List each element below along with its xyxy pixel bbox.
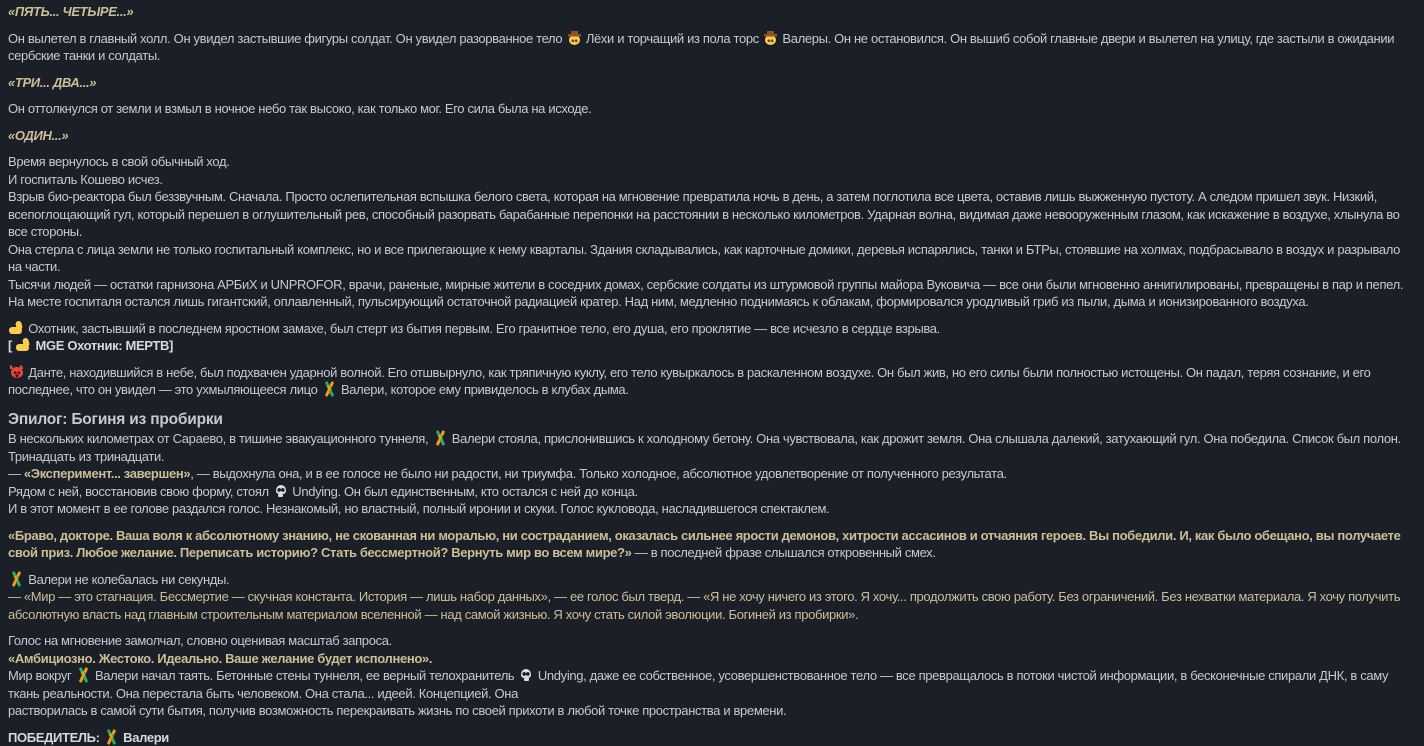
countdown-one bbox=[8, 127, 1416, 145]
dna-emoji bbox=[433, 431, 448, 445]
countdown-three-two bbox=[8, 74, 1416, 92]
text-segment: Тысячи людей — остатки гарнизона АРБиХ и UNPROFOR, врачи, раненые, мирные жители в соседних домах, сербские солдаты из штурмовой группы майора Вуковича — все они были мгновенно аннигилированы, превращены в пар и пепел. bbox=[8, 277, 1403, 292]
text-segment: — в последней фразе слышался откровенный смех. bbox=[632, 545, 936, 560]
status-hunter-dead bbox=[8, 337, 1416, 355]
paragraph-experiment bbox=[8, 465, 1416, 483]
text-segment: Валери стояла, прислонившись к холодному бетону. Она чувствовала, как дрожит земля. Она слышала далекий, затухающий гул. Она победила. Список был полон. Тринадцать из тринадцати. bbox=[8, 431, 1401, 464]
cowboy-hat-face-emoji bbox=[763, 31, 778, 45]
flexed-biceps-emoji bbox=[16, 338, 31, 352]
paragraph-crater bbox=[8, 293, 1416, 311]
paragraph-time-returned bbox=[8, 153, 1416, 171]
text-segment: Валери, которое ему привиделось в клубах дыма. bbox=[338, 382, 629, 397]
paragraph-voice-pause bbox=[8, 632, 1416, 650]
devil-face-emoji bbox=[9, 365, 24, 379]
text-segment: ПОБЕДИТЕЛЬ: bbox=[8, 730, 103, 745]
text-segment: И в этот момент в ее голове раздался голос. Незнакомый, но властный, полный иронии и скуки. Голос кукловода, насладившегося спектаклем. bbox=[8, 501, 829, 516]
paragraph-explosion bbox=[8, 188, 1416, 241]
paragraph-hospital-gone bbox=[8, 171, 1416, 189]
paragraph-undying bbox=[8, 483, 1416, 501]
text-segment: Взрыв био-реактора был беззвучным. Сначала. Просто ослепительная вспышка белого света, которая на мгновение превратила ночь в день, а затем поглотила все цвета, оставив лишь выжженную пустоту. А следом пришел звук. Низкий, всепоглощающий гул, который перешел в оглушительный рев, способный разорвать барабанные перепонки на расстоянии в несколько километров. Ударная волна, видимая даже невооруженным глазом, как искажение в воздухе, хлынула во все стороны. bbox=[8, 189, 1400, 239]
text-segment: Он вылетел в главный холл. Он увидел застывшие фигуры солдат. Он увидел разорванное тело bbox=[8, 31, 566, 46]
text-segment: «Эксперимент... завершен» bbox=[24, 466, 190, 481]
text-segment: «ОДИН...» bbox=[8, 128, 68, 143]
text-segment: Он оттолкнулся от земли и взмыл в ночное небо так высоко, как только мог. Его сила была на исходе. bbox=[8, 101, 591, 116]
text-segment: «Амбициозно. Жестоко. Идеально. Ваше желание будет исполнено». bbox=[8, 651, 432, 666]
paragraph-dissolve-2 bbox=[8, 702, 1416, 720]
skull-emoji bbox=[519, 668, 534, 682]
text-segment: В нескольких километрах от Сараево, в тишине эвакуационного туннеля, bbox=[8, 431, 432, 446]
paragraph-tunnel bbox=[8, 430, 1416, 465]
text-segment: «Браво, докторе. Ваша воля к абсолютному знанию, не скованная ни моралью, ни состраданием, оказалась сильнее ярости демонов, хитрости ассасинов и отчаяния героев. Вы победили. И, как было обещано, вы получаете свой приз. Любое желание. Переписать историю? Стать бессмертной? Вернуть мир во всем мире?» bbox=[8, 528, 1401, 561]
dna-emoji bbox=[104, 730, 119, 744]
paragraph-voice bbox=[8, 500, 1416, 518]
paragraph-hunter-death bbox=[8, 320, 1416, 338]
winner-line bbox=[8, 729, 1416, 746]
text-segment: На месте госпиталя остался лишь гигантский, оплавленный, пульсирующий остаточной радиацией кратер. Над ним, медленно поднимаясь к облакам, формировался уродливый гриб из пыли, дыма и ионизированного воздуха. bbox=[8, 294, 1309, 309]
countdown-five-four bbox=[8, 3, 1416, 21]
text-segment: Голос на мгновение замолчал, словно оценивая масштаб запроса. bbox=[8, 633, 392, 648]
text-segment: Undying. Он был единственным, кто остался с ней до конца. bbox=[289, 484, 638, 499]
text-segment: Эпилог: Богиня из пробирки bbox=[8, 411, 223, 428]
dna-emoji bbox=[76, 668, 91, 682]
paragraph-no-hesitation bbox=[8, 571, 1416, 589]
text-segment: растворилась в самой сути бытия, получив возможность перекраивать жизнь по своей прихоти в любой точке пространства и времени. bbox=[8, 703, 786, 718]
dna-emoji bbox=[322, 382, 337, 396]
text-segment: «ПЯТЬ... ЧЕТЫРЕ...» bbox=[8, 4, 133, 19]
paragraph-thousands bbox=[8, 276, 1416, 294]
paragraph-bravo bbox=[8, 527, 1416, 562]
dna-emoji bbox=[9, 572, 24, 586]
paragraph-dante bbox=[8, 364, 1416, 399]
text-segment: — «Мир — это стагнация. Бессмертие — скучная константа. История — лишь набор данных», — ее голос был тверд. — «Я не хочу ничего из этого. Я хочу... продолжить свою работу. Без ограничений. Без нехватки материала. Я хочу получить абсолютную власть над главным строительным материалом вселенной — над самой жизнью. Я хочу стать силой эволюции. Богиней из пробирки». bbox=[8, 589, 1400, 622]
text-segment: Валеры. Он не остановился. Он вышиб собой главные двери и вылетел на улицу, где застыли в ожидании сербские танки и солдаты. bbox=[8, 31, 1394, 64]
text-segment: , — выдохнула она, и в ее голосе не было ни радости, ни триумфа. Только холодное, абсолютное удовлетворение от полученного результата. bbox=[190, 466, 1006, 481]
paragraph-dissolve bbox=[8, 667, 1416, 702]
cowboy-hat-face-emoji bbox=[567, 31, 582, 45]
text-segment: Валери начал таять. Бетонные стены туннеля, ее верный телохранитель bbox=[92, 668, 518, 683]
text-segment: Лёхи и торчащий из пола торс bbox=[583, 31, 763, 46]
text-segment: — bbox=[8, 466, 24, 481]
text-segment: Undying, даже ее собственное, усовершенствованное тело — все превращалось в потоки чистой информации, в бесконечные спирали ДНК, в саму ткань реальности. Она перестала быть человеком. Она стала... идеей. Концепцией. Она bbox=[8, 668, 1388, 701]
paragraph-erased bbox=[8, 241, 1416, 276]
text-segment: «ТРИ... ДВА...» bbox=[8, 75, 96, 90]
skull-emoji bbox=[273, 484, 288, 498]
text-segment: Мир вокруг bbox=[8, 668, 75, 683]
text-segment: MGE Охотник: МЕРТВ] bbox=[32, 338, 173, 353]
text-segment: Она стерла с лица земли не только госпитальный комплекс, но и все прилегающие к нему кварталы. Здания складывались, как карточные домики, деревья испарялись, танки и БТРы, стоявшие на холмах, подбрасывало в воздух и разрывало на части. bbox=[8, 242, 1400, 275]
flexed-biceps-emoji bbox=[9, 321, 24, 335]
paragraph-wish bbox=[8, 588, 1416, 623]
paragraph-leap bbox=[8, 100, 1416, 118]
paragraph-hall bbox=[8, 30, 1416, 65]
text-segment: Охотник, застывший в последнем яростном замахе, был стерт из бытия первым. Его гранитное тело, его душа, его проклятие — все исчезло в сердце взрыва. bbox=[25, 321, 940, 336]
paragraph-wish-granted bbox=[8, 650, 1416, 668]
text-segment: [ bbox=[8, 338, 15, 353]
text-segment: Время вернулось в свой обычный ход. bbox=[8, 154, 230, 169]
text-segment: Валери bbox=[120, 730, 169, 745]
text-segment: Валери не колебалась ни секунды. bbox=[25, 572, 229, 587]
text-segment: Данте, находившийся в небе, был подхвачен ударной волной. Его отшвырнуло, как тряпичную куклу, его тело кувыркалось в раскаленном воздухе. Он был жив, но его силы были полностью истощены. Он падал, теряя сознание, и его последнее, что он увидел — это ухмыляющееся лицо bbox=[8, 365, 1371, 398]
text-segment: Рядом с ней, восстановив свою форму, стоял bbox=[8, 484, 272, 499]
text-segment: И госпиталь Кошево исчез. bbox=[8, 172, 163, 187]
epilogue-heading bbox=[8, 408, 1416, 431]
